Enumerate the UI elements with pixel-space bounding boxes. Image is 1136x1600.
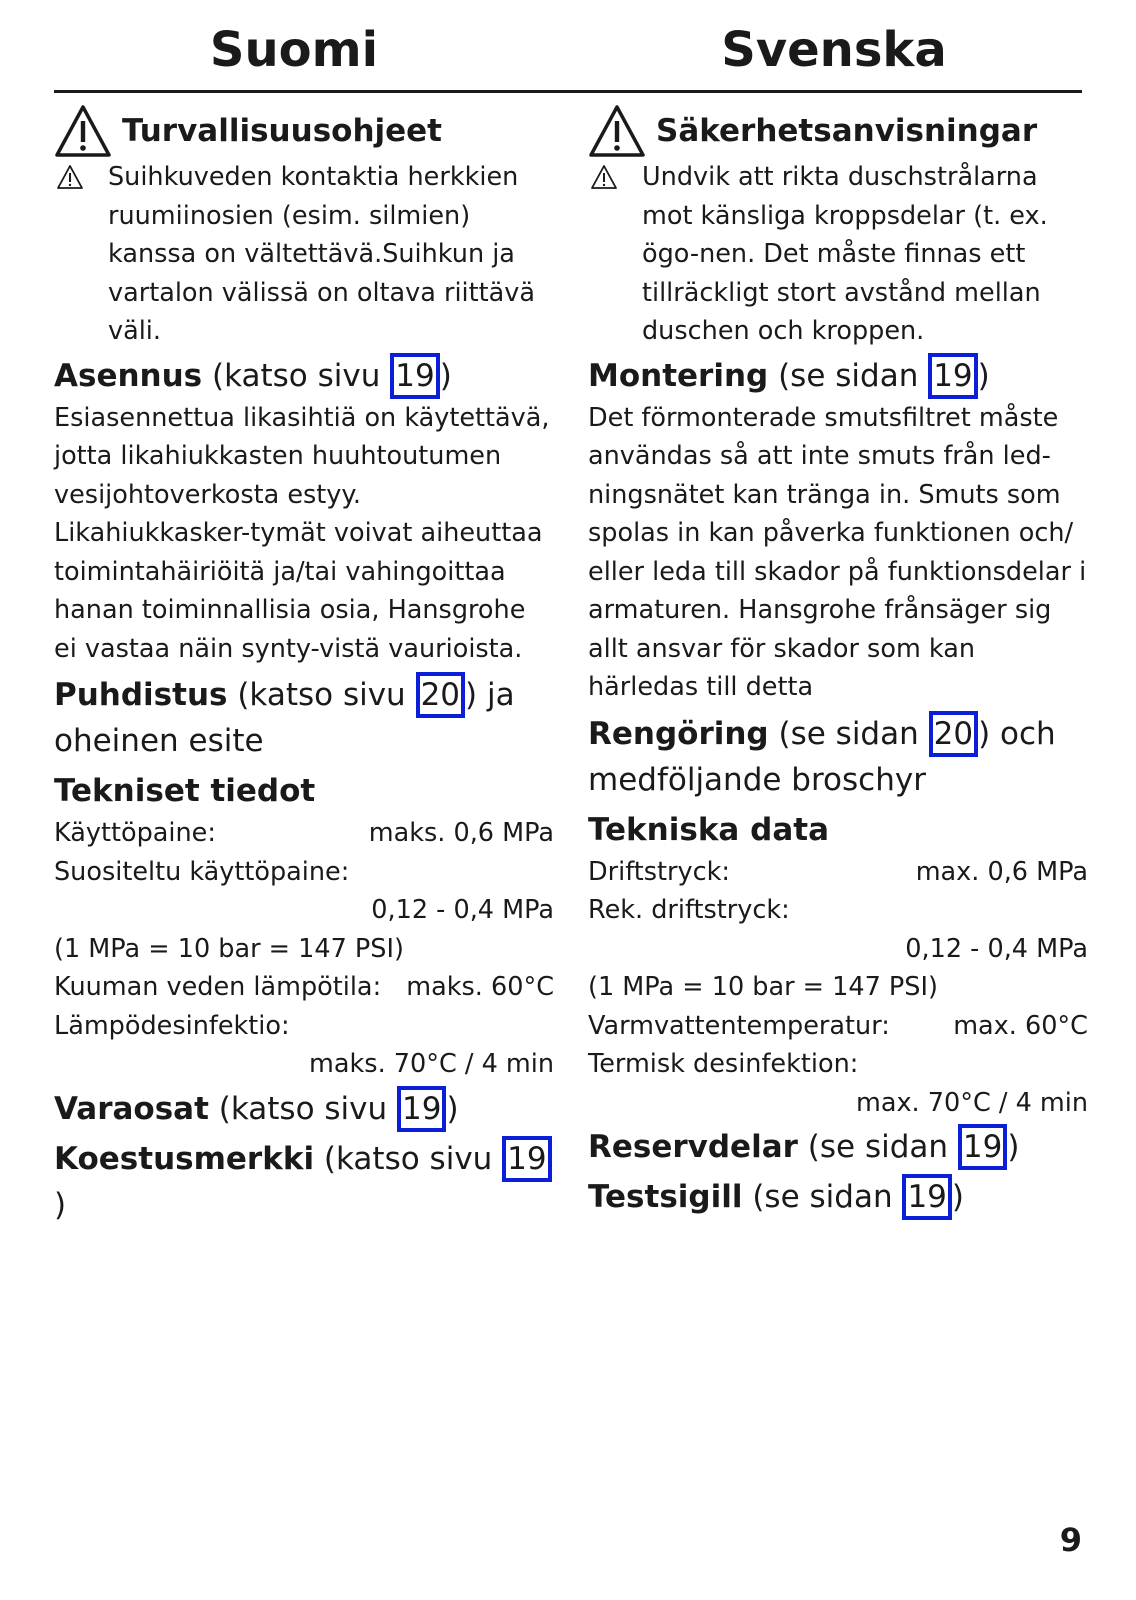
spec-value: maks. 0,6 MPa (368, 818, 554, 848)
spec-label-disinfection: Termisk desinfektion: (588, 1049, 859, 1079)
assembly-heading (588, 353, 1088, 399)
spec-row-hot-water-temp (54, 968, 554, 1007)
cleaning-ref-suffix: ) och medföljande broschyr (588, 715, 1056, 798)
swedish-column (588, 100, 1088, 1220)
spec-value: maks. 60°C (406, 972, 554, 1002)
spare-parts-title: Reservdelar (588, 1129, 798, 1165)
spec-value: max. 60°C (953, 1010, 1088, 1041)
spare-parts-ref-prefix: (katso sivu (208, 1090, 398, 1127)
spec-label-recommended-pressure: Rek. driftstryck: (588, 895, 790, 925)
test-mark-ref-suffix: ) (951, 1179, 965, 1215)
warning-triangle-icon (54, 104, 112, 158)
page-header (54, 14, 1082, 94)
cleaning-heading (588, 711, 1088, 803)
spec-row-operating-pressure (588, 853, 1088, 892)
spec-label: Käyttöpaine: (54, 818, 216, 848)
test-mark-page-link[interactable]: 19 (502, 1136, 551, 1182)
cleaning-title: Rengöring (588, 715, 769, 752)
spec-label: Driftstryck: (588, 856, 730, 887)
finnish-column (54, 100, 554, 1228)
test-mark-ref-prefix: (katso sivu (314, 1140, 503, 1177)
spec-label: Varmvattentemperatur: (588, 1010, 890, 1041)
test-mark-page-link[interactable]: 19 (902, 1174, 951, 1220)
safety-warning-paragraph (588, 158, 1088, 351)
spec-value-disinfection: maks. 70°C / 4 min (309, 1049, 554, 1079)
cleaning-heading (54, 672, 554, 764)
spec-value: max. 0,6 MPa (915, 856, 1088, 887)
spare-parts-heading (588, 1124, 1088, 1170)
assembly-heading (54, 353, 554, 399)
safety-title: Säkerhetsanvisningar (656, 113, 1038, 149)
cleaning-page-link[interactable]: 20 (929, 711, 978, 757)
safety-heading (54, 104, 554, 158)
test-mark-title: Koestusmerkki (54, 1140, 315, 1177)
cleaning-ref-prefix: (se sidan (768, 715, 929, 752)
spare-parts-page-link[interactable]: 19 (958, 1124, 1007, 1170)
assembly-ref-suffix: ) (977, 357, 990, 394)
assembly-title: Asennus (54, 357, 203, 394)
spec-value-recommended-pressure: 0,12 - 0,4 MPa (905, 933, 1088, 964)
test-mark-ref-prefix: (se sidan (742, 1179, 903, 1215)
header-divider (54, 90, 1082, 93)
spare-parts-heading (54, 1086, 554, 1132)
assembly-title: Montering (588, 357, 769, 394)
spec-label: Kuuman veden lämpötila: (54, 972, 382, 1002)
spec-value-disinfection: max. 70°C / 4 min (856, 1087, 1088, 1118)
safety-warning-paragraph (54, 158, 554, 351)
spec-row-operating-pressure (54, 814, 554, 853)
spare-parts-ref-prefix: (se sidan (797, 1129, 958, 1165)
test-mark-heading (588, 1174, 1088, 1220)
spare-parts-page-link[interactable]: 19 (397, 1086, 446, 1132)
assembly-ref-prefix: (katso sivu (202, 357, 391, 394)
safety-text: Suihkuveden kontaktia herkkien ruumiinosien (esim. silmien) kanssa on vältettävä.Suihkun ja vartalon välissä on oltava riittävä väli. (108, 162, 535, 346)
spec-label-recommended-pressure: Suositeltu käyttöpaine: (54, 856, 350, 887)
assembly-text: Esiasennettua likasihtiä on käytettävä, jotta likahiukkasten huuhtoutumen vesijohtoverkosta estyy. Likahiukkasker-tymät voivat aiheuttaa toimintahäiriöitä ja/tai vahingoittaa hanan toiminnallisia osia, Hansgrohe ei vastaa näin synty-vistä vaurioista. (54, 402, 550, 664)
warning-triangle-icon (588, 104, 646, 158)
test-mark-ref-suffix: ) (54, 1186, 67, 1223)
cleaning-ref-prefix: (katso sivu (227, 677, 416, 713)
spec-value-recommended-pressure: 0,12 - 0,4 MPa (371, 895, 554, 925)
spare-parts-title: Varaosat (54, 1090, 209, 1127)
spare-parts-ref-suffix: ) (1007, 1129, 1020, 1165)
assembly-text: Det förmonterade smutsfiltret måste användas så att inte smuts från led-ningsnätet kan tränga in. Smuts som spolas in kan påverka funktionen och/ eller leda till skador på funktionsdelar i armaturen. Hansgrohe frånsäger sig allt ansvar för skador som kan härledas till detta (588, 402, 1087, 702)
spec-label-disinfection: Lämpödesinfektio: (54, 1010, 290, 1041)
warning-small-icon (590, 164, 618, 190)
language-title-swedish: Svenska (721, 22, 947, 78)
safety-title: Turvallisuusohjeet (122, 113, 443, 149)
tech-data-title: Tekniska data (588, 811, 829, 848)
spare-parts-ref-suffix: ) (446, 1090, 459, 1127)
test-mark-heading (54, 1136, 554, 1228)
assembly-page-link[interactable]: 19 (928, 353, 977, 399)
page-number: 9 (1059, 1521, 1082, 1559)
language-title-finnish: Suomi (209, 22, 379, 78)
spec-row-hot-water-temp (588, 1007, 1088, 1046)
tech-data-title: Tekniset tiedot (54, 773, 316, 809)
assembly-ref-suffix: ) (439, 357, 452, 394)
spec-unit-conversion: (1 MPa = 10 bar = 147 PSI) (54, 933, 404, 964)
cleaning-ref-suffix: ) ja oheinen esite (54, 677, 515, 759)
assembly-ref-prefix: (se sidan (768, 357, 929, 394)
assembly-page-link[interactable]: 19 (390, 353, 439, 399)
cleaning-page-link[interactable]: 20 (416, 672, 465, 718)
spec-unit-conversion: (1 MPa = 10 bar = 147 PSI) (588, 972, 938, 1002)
cleaning-title: Puhdistus (54, 677, 228, 713)
warning-small-icon (56, 164, 84, 190)
test-mark-title: Testsigill (588, 1179, 743, 1215)
safety-text: Undvik att rikta duschstrålarna mot känsliga kroppsdelar (t. ex. ögo-nen. Det måste finnas ett tillräckligt stort avstånd mellan duschen och kroppen. (642, 162, 1048, 346)
safety-heading (588, 104, 1088, 158)
